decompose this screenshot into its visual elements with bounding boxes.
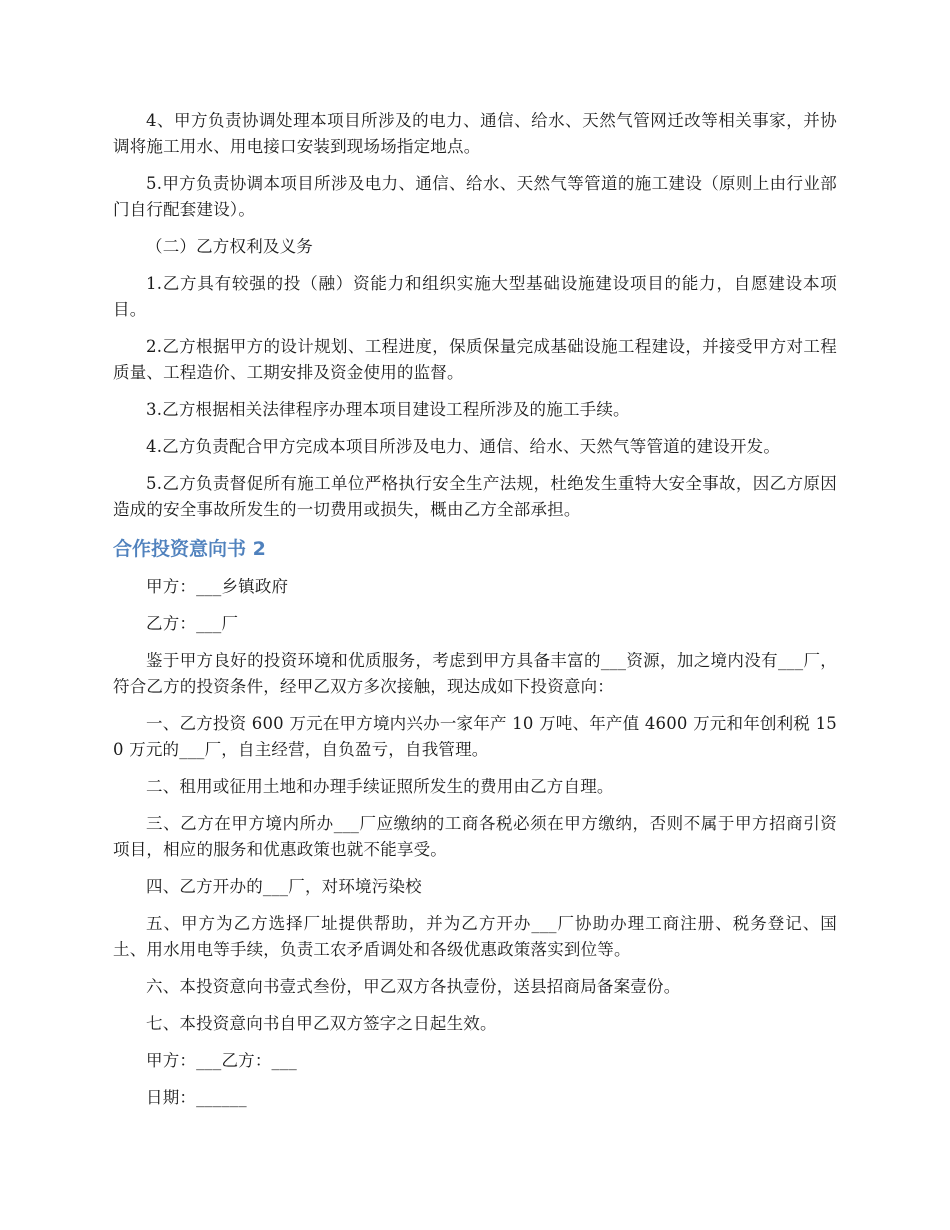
paragraph: 5.乙方负责督促所有施工单位严格执行安全生产法规，杜绝发生重特大安全事故，因乙方原因造成的安全事故所发生的一切费用或损失，概由乙方全部承担。 (113, 474, 837, 519)
paragraph: 4、甲方负责协调处理本项目所涉及的电力、通信、给水、天然气管网迁改等相关事家，并协调将施工用水、用电接口安装到现场场指定地点。 (113, 111, 837, 156)
paragraph: 六、本投资意向书壹式叁份，甲乙双方各执壹份，送县招商局备案壹份。 (146, 977, 681, 996)
date-line: 日期：______ (146, 1088, 247, 1107)
party-b-line: 乙方：___厂 (146, 614, 239, 633)
paragraph: 3.乙方根据相关法律程序办理本项目建设工程所涉及的施工手续。 (146, 400, 630, 419)
paragraph: 三、乙方在甲方境内所办___厂应缴纳的工商各税必须在甲方缴纳，否则不属于甲方招商引资项目，相应的服务和优惠政策也就不能享受。 (113, 814, 837, 859)
paragraph: 4.乙方负责配合甲方完成本项目所涉及电力、通信、给水、天然气等管道的建设开发。 (146, 437, 781, 456)
section-title: 合作投资意向书 2 (113, 538, 266, 560)
paragraph: 二、租用或征用土地和办理手续证照所发生的费用由乙方自理。 (146, 777, 614, 796)
paragraph: 四、乙方开办的___厂，对环境污染校 (146, 877, 422, 896)
paragraph: 七、本投资意向书自甲乙双方签字之日起生效。 (146, 1014, 497, 1033)
signature-line: 甲方：___乙方：___ (146, 1051, 297, 1070)
paragraph: 1.乙方具有较强的投（融）资能力和组织实施大型基础设施建设项目的能力，自愿建设本项目。 (113, 274, 837, 319)
paragraph: 一、乙方投资 600 万元在甲方境内兴办一家年产 10 万吨、年产值 4600 万元和年创利税 150 万元的___厂，自主经营，自负盈亏，自我管理。 (113, 714, 837, 759)
section-1 (113, 108, 837, 523)
document-page (113, 108, 837, 1122)
paragraph: 鉴于甲方良好的投资环境和优质服务，考虑到甲方具备丰富的___资源，加之境内没有___厂，符合乙方的投资条件，经甲乙双方多次接触，现达成如下投资意向： (113, 651, 837, 696)
party-a-line: 甲方：___乡镇政府 (146, 577, 289, 596)
paragraph: 2.乙方根据甲方的设计规划、工程进度，保质保量完成基础设施工程建设，并接受甲方对工程质量、工程造价、工期安排及资金使用的监督。 (113, 337, 837, 382)
paragraph: 五、甲方为乙方选择厂址提供帮助，并为乙方开办___厂协助办理工商注册、税务登记、国土、用水用电等手续，负责工农矛盾调处和各级优惠政策落实到位等。 (113, 914, 837, 959)
section-2 (113, 574, 837, 1111)
subsection-heading: （二）乙方权利及义务 (146, 237, 313, 256)
paragraph: 5.甲方负责协调本项目所涉及电力、通信、给水、天然气等管道的施工建设（原则上由行业部门自行配套建设）。 (113, 174, 837, 219)
